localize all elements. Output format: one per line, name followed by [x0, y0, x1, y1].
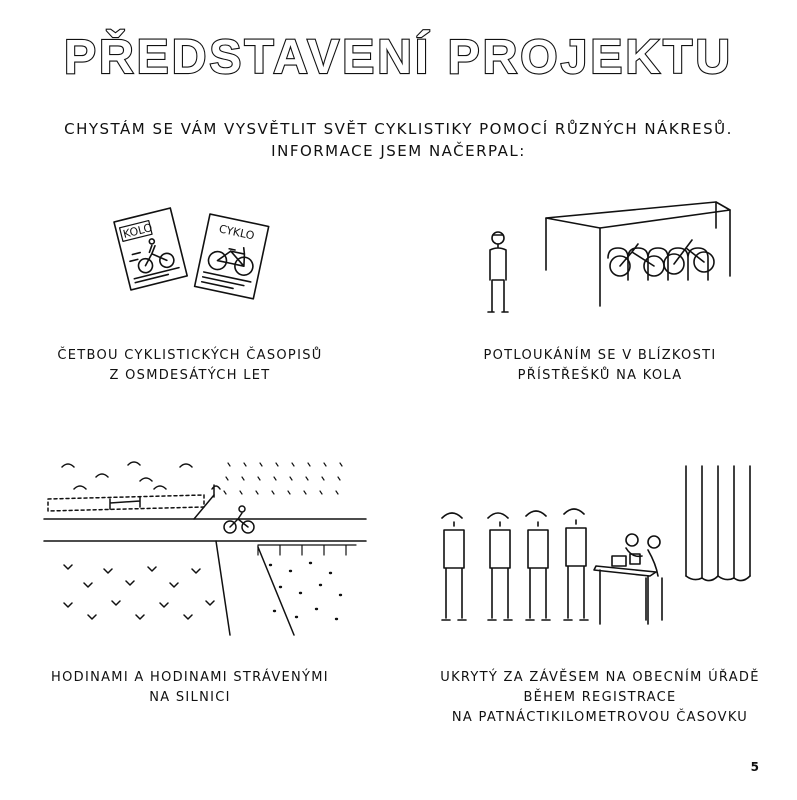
caption-road [40, 668, 340, 708]
hedge-and-road [44, 495, 366, 541]
caption-line: ČETBOU CYKLISTICKÝCH ČASOPISŮ [57, 348, 323, 363]
crop-rows [224, 463, 342, 494]
curtain [686, 466, 750, 581]
shelter-roof [546, 202, 730, 306]
page-number: 5 [750, 760, 759, 774]
sheep-pasture [62, 462, 220, 497]
lower-fields [64, 541, 356, 635]
caption-line: UKRYTÝ ZA ZÁVĚSEM NA OBECNÍM ÚŘADĚ [440, 670, 760, 685]
caption-registration [430, 668, 770, 728]
registration-table [594, 534, 662, 624]
caption-line: PŘÍSTŘEŠKŮ NA KOLA [517, 368, 683, 383]
caption-line: POTLOUKÁNÍM SE V BLÍZKOSTI [483, 348, 717, 363]
intro-text: CHYSTÁM SE VÁM VYSVĚTLIT SVĚT CYKLISTIKY POMOCÍ RŮZNÝCH NÁKRESŮ. INFORMACE JSEM NAČERPAL: [64, 120, 733, 160]
caption-line: HODINAMI A HODINAMI STRÁVENÝMI [51, 670, 329, 685]
caption-magazines [40, 346, 340, 386]
road-fields-illustration [44, 455, 366, 635]
caption-line: Z OSMDESÁTÝCH LET [109, 368, 271, 383]
magazine-label-cyklo: CYKLO [217, 222, 256, 243]
kolo-magazine [114, 208, 187, 290]
parked-bikes [608, 240, 714, 280]
cyklo-magazine [195, 214, 269, 299]
caption-line: NA PATNÁCTIKILOMETROVOU ČASOVKU [451, 710, 749, 725]
caption-shelter [435, 346, 765, 386]
magazine-label-kolo: KOLO [121, 221, 154, 241]
page-title: PŘEDSTAVENÍ PROJEKTU [64, 31, 733, 84]
standing-person [488, 232, 508, 312]
caption-line: NA SILNICI [149, 690, 231, 705]
caption-line: BĚHEM REGISTRACE [523, 690, 677, 705]
queue-riders [442, 509, 588, 620]
registration-queue-illustration [436, 460, 754, 630]
magazines-illustration [100, 200, 290, 310]
bike-shelter-illustration [478, 188, 748, 318]
